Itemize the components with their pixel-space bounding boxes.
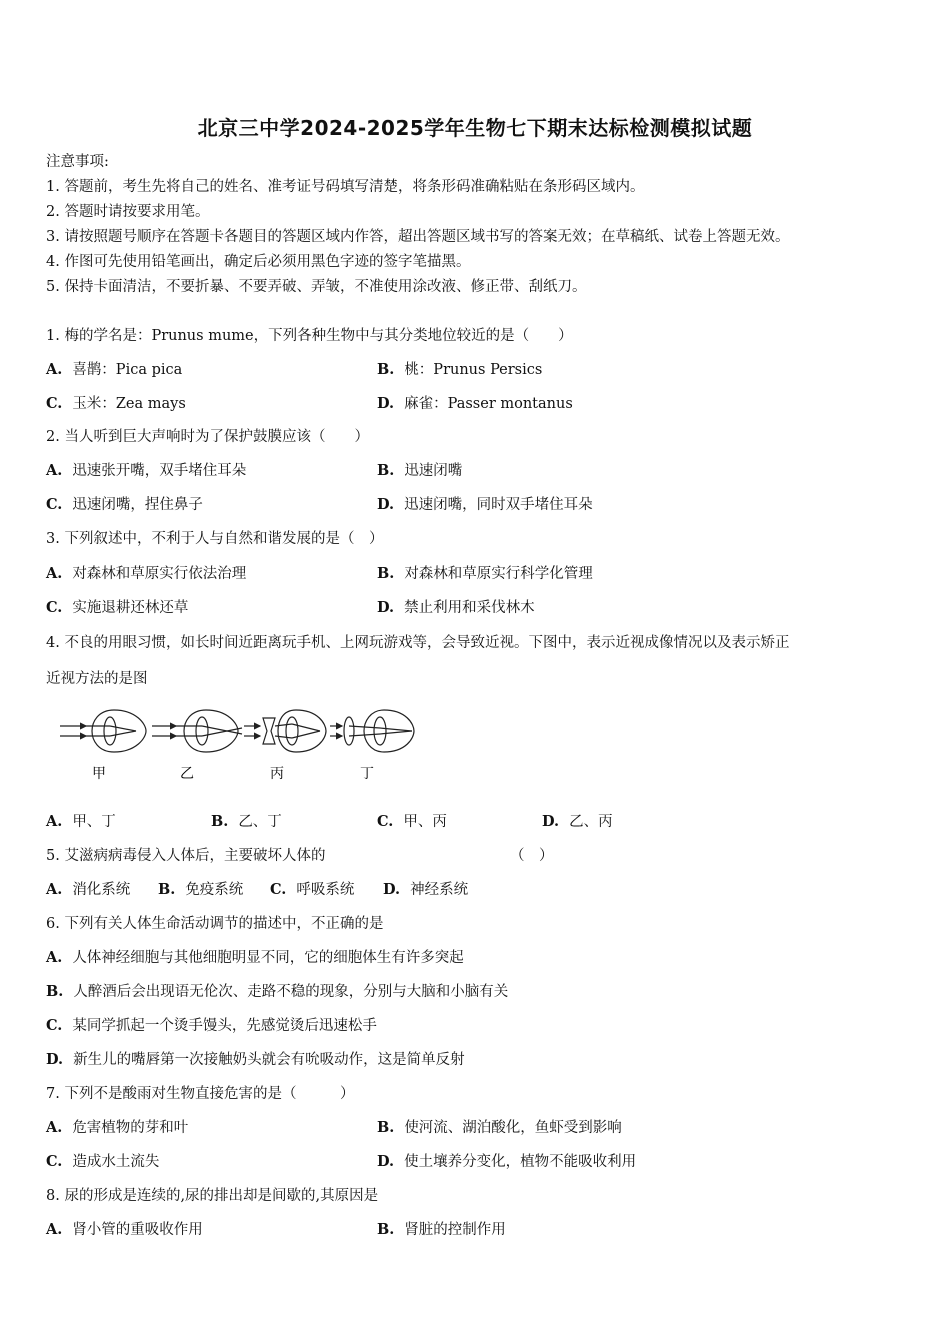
option-text: 禁止利用和采伐林木 xyxy=(404,600,535,616)
answer-bracket: （ ） xyxy=(510,848,554,864)
option-3b[interactable] xyxy=(377,564,593,584)
option-letter: A. xyxy=(46,881,63,898)
option-text: 使土壤养分变化，植物不能吸收利用 xyxy=(404,1154,637,1170)
option-text: 玉米：Zea mays xyxy=(72,396,186,412)
option-1c[interactable] xyxy=(46,394,186,414)
option-letter: D. xyxy=(377,395,395,412)
notice-item: 3. 请按照题号顺序在答题卡各题目的答题区域内作答，超出答题区域书写的答案无效；在草稿纸、试卷上答题无效。 xyxy=(46,229,790,245)
option-5a[interactable] xyxy=(46,880,130,900)
option-letter: A. xyxy=(46,565,63,582)
option-text: 人体神经细胞与其他细胞明显不同，它的细胞体生有许多突起 xyxy=(72,950,464,966)
option-4d[interactable] xyxy=(542,812,613,832)
option-4b[interactable] xyxy=(211,812,282,832)
option-5b[interactable] xyxy=(158,880,243,900)
question-stem-2: 2. 当人听到巨大声响时为了保护鼓膜应该（ ） xyxy=(46,429,369,445)
eye-diagram-ding xyxy=(330,710,414,752)
eye-diagram-jia xyxy=(60,710,146,752)
option-letter: D. xyxy=(46,1051,64,1068)
figure-label-yi: 乙 xyxy=(180,766,194,782)
option-2d[interactable] xyxy=(377,495,593,515)
option-7a[interactable] xyxy=(46,1118,188,1138)
option-text: 危害植物的芽和叶 xyxy=(72,1120,189,1136)
option-text: 呼吸系统 xyxy=(296,882,355,898)
option-letter: A. xyxy=(46,1119,63,1136)
option-text: 消化系统 xyxy=(72,882,131,898)
option-text: 迅速张开嘴，双手堵住耳朵 xyxy=(72,463,247,479)
question-stem-3: 3. 下列叙述中，不利于人与自然和谐发展的是（ ） xyxy=(46,531,384,547)
option-text: 桃：Prunus Persics xyxy=(404,362,543,378)
option-8b[interactable] xyxy=(377,1220,506,1240)
question-stem-8: 8. 尿的形成是连续的,尿的排出却是间歇的,其原因是 xyxy=(46,1188,379,1204)
option-text: 使河流、湖泊酸化，鱼虾受到影响 xyxy=(404,1120,622,1136)
option-7b[interactable] xyxy=(377,1118,622,1138)
question-stem-4: 4. 不良的用眼习惯，如长时间近距离玩手机、上网玩游戏等，会导致近视。下图中，表示近视成像情况以及表示矫正 xyxy=(46,635,790,651)
option-6b[interactable] xyxy=(46,982,508,1002)
option-8a[interactable] xyxy=(46,1220,203,1240)
notice-item: 5. 保持卡面清洁，不要折暴、不要弄破、弄皱，不准使用涂改液、修正带、刮纸刀。 xyxy=(46,279,587,295)
option-text: 实施退耕还林还草 xyxy=(72,600,189,616)
figure-label-bing: 丙 xyxy=(270,766,284,782)
option-4a[interactable] xyxy=(46,812,116,832)
option-letter: B. xyxy=(377,361,395,378)
option-letter: B. xyxy=(377,1221,395,1238)
option-4c[interactable] xyxy=(377,812,447,832)
option-letter: D. xyxy=(377,1153,395,1170)
option-2a[interactable] xyxy=(46,461,246,481)
option-text: 肾小管的重吸收作用 xyxy=(72,1222,203,1238)
option-letter: B. xyxy=(158,881,176,898)
option-letter: C. xyxy=(46,599,63,616)
option-1a[interactable] xyxy=(46,360,182,380)
question-stem-5: 5. 艾滋病病毒侵入人体后，主要破坏人体的 xyxy=(46,848,326,864)
option-text: 对森林和草原实行依法治理 xyxy=(72,566,247,582)
option-letter: C. xyxy=(46,1017,63,1034)
option-letter: A. xyxy=(46,1221,63,1238)
option-letter: A. xyxy=(46,361,63,378)
option-3d[interactable] xyxy=(377,598,535,618)
notice-heading: 注意事项: xyxy=(46,154,109,170)
option-text: 甲、丁 xyxy=(72,814,116,830)
question-stem-7: 7. 下列不是酸雨对生物直接危害的是（ ） xyxy=(46,1086,355,1102)
option-letter: C. xyxy=(270,881,287,898)
option-letter: C. xyxy=(46,395,63,412)
question-stem-4-cont: 近视方法的是图 xyxy=(46,671,148,687)
eye-diagram-bing xyxy=(244,710,326,752)
eye-diagram-figure xyxy=(56,704,426,788)
eye-diagram-yi xyxy=(152,710,242,752)
option-text: 免疫系统 xyxy=(185,882,244,898)
figure-label-ding: 丁 xyxy=(360,766,374,782)
option-letter: A. xyxy=(46,949,63,966)
option-5c[interactable] xyxy=(270,880,354,900)
option-text: 乙、丁 xyxy=(238,814,282,830)
option-text: 喜鹊：Pica pica xyxy=(72,362,183,378)
option-letter: D. xyxy=(383,881,401,898)
option-text: 甲、丙 xyxy=(403,814,447,830)
option-letter: D. xyxy=(542,813,560,830)
option-text: 麻雀：Passer montanus xyxy=(404,396,573,412)
option-6d[interactable] xyxy=(46,1050,465,1070)
option-text: 神经系统 xyxy=(410,882,469,898)
question-stem-1: 1. 梅的学名是：Prunus mume，下列各种生物中与其分类地位较近的是（ ） xyxy=(46,328,573,344)
option-2b[interactable] xyxy=(377,461,462,481)
option-7d[interactable] xyxy=(377,1152,636,1172)
option-letter: B. xyxy=(377,462,395,479)
option-letter: B. xyxy=(46,983,64,1000)
option-3c[interactable] xyxy=(46,598,188,618)
option-text: 人醉酒后会出现语无伦次、走路不稳的现象，分别与大脑和小脑有关 xyxy=(73,984,509,1000)
notice-item: 1. 答题前，考生先将自己的姓名、准考证号码填写清楚，将条形码准确粘贴在条形码区域内。 xyxy=(46,179,645,195)
option-3a[interactable] xyxy=(46,564,246,584)
option-1b[interactable] xyxy=(377,360,542,380)
option-7c[interactable] xyxy=(46,1152,159,1172)
option-text: 新生儿的嘴唇第一次接触奶头就会有吮吸动作，这是简单反射 xyxy=(73,1052,465,1068)
notice-item: 4. 作图可先使用铅笔画出，确定后必须用黑色字迹的签字笔描黑。 xyxy=(46,254,471,270)
option-letter: A. xyxy=(46,813,63,830)
option-5d[interactable] xyxy=(383,880,468,900)
option-text: 迅速闭嘴，捏住鼻子 xyxy=(72,497,203,513)
page-title: 北京三中学2024-2025学年生物七下期末达标检测模拟试题 xyxy=(197,116,753,140)
option-text: 迅速闭嘴 xyxy=(404,463,463,479)
option-letter: C. xyxy=(377,813,394,830)
option-letter: B. xyxy=(377,565,395,582)
option-text: 对森林和草原实行科学化管理 xyxy=(404,566,593,582)
notice-item: 2. 答题时请按要求用笔。 xyxy=(46,204,210,220)
option-text: 乙、丙 xyxy=(569,814,613,830)
option-1d[interactable] xyxy=(377,394,573,414)
option-letter: B. xyxy=(377,1119,395,1136)
option-6c[interactable] xyxy=(46,1016,377,1036)
option-letter: D. xyxy=(377,496,395,513)
option-6a[interactable] xyxy=(46,948,464,968)
option-letter: B. xyxy=(211,813,229,830)
option-text: 造成水土流失 xyxy=(72,1154,160,1170)
option-text: 肾脏的控制作用 xyxy=(404,1222,506,1238)
figure-label-jia: 甲 xyxy=(92,766,106,782)
option-letter: A. xyxy=(46,462,63,479)
option-letter: C. xyxy=(46,496,63,513)
option-letter: C. xyxy=(46,1153,63,1170)
option-text: 迅速闭嘴，同时双手堵住耳朵 xyxy=(404,497,593,513)
option-letter: D. xyxy=(377,599,395,616)
question-stem-6: 6. 下列有关人体生命活动调节的描述中，不正确的是 xyxy=(46,916,384,932)
option-2c[interactable] xyxy=(46,495,203,515)
option-text: 某同学抓起一个烫手馒头，先感觉烫后迅速松手 xyxy=(72,1018,377,1034)
